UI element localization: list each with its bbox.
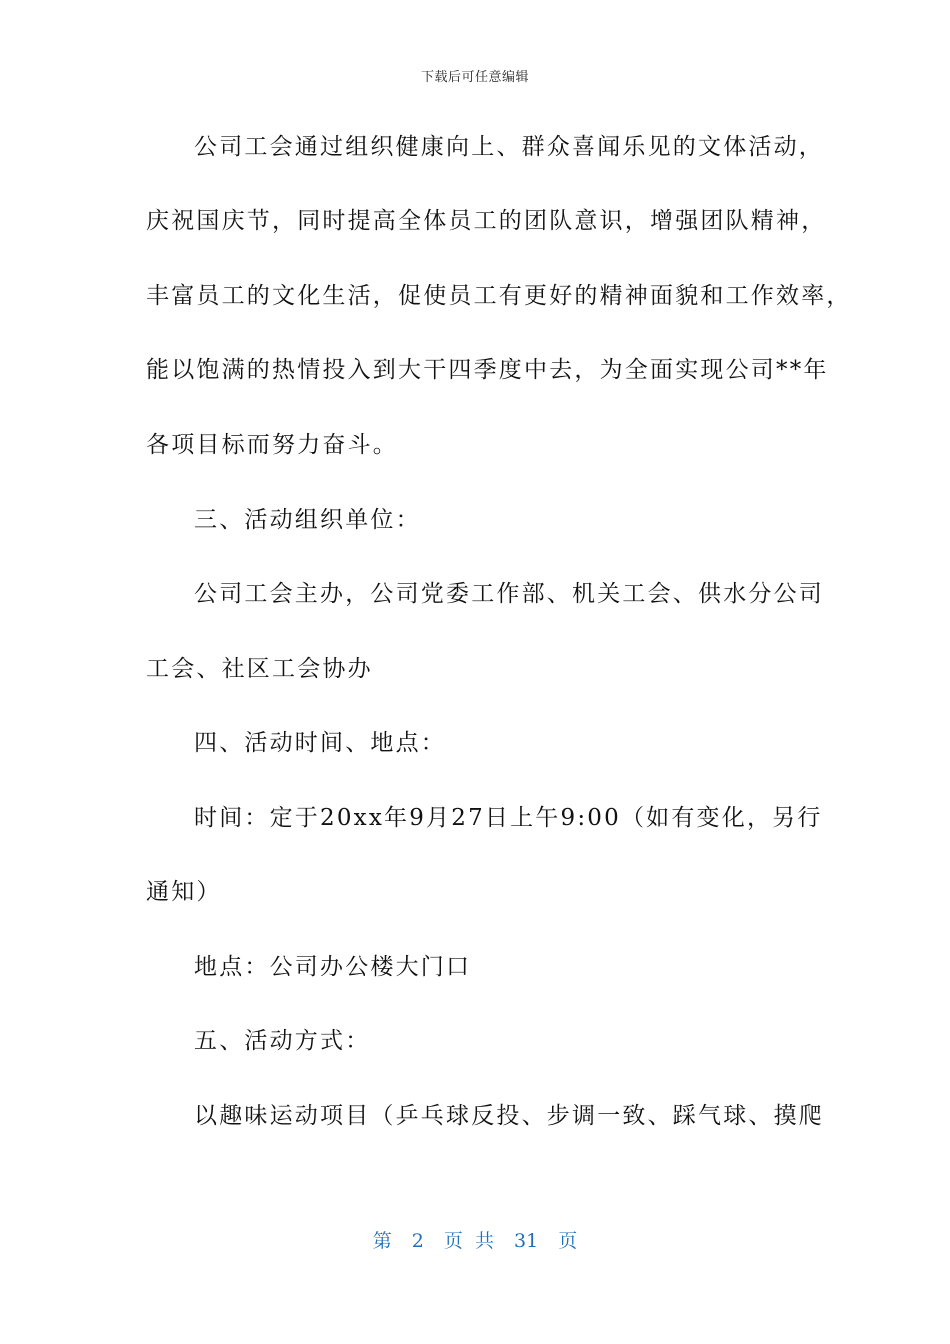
- section-heading: 五、活动方式：: [194, 1028, 371, 1054]
- footer-total-pages: 31: [514, 1230, 539, 1252]
- body-line: 以趣味运动项目（乒乓球反投、步调一致、踩气球、摸爬: [194, 1103, 824, 1129]
- body-line: 庆祝国庆节，同时提高全体员工的团队意识，增强团队精神，: [146, 208, 827, 234]
- body-line: 各项目标而努力奋斗。: [146, 432, 398, 458]
- body-line: 工会、社区工会协办: [146, 656, 373, 682]
- body-line: 通知）: [146, 879, 222, 905]
- footer-prefix: 第: [372, 1230, 392, 1252]
- footer-middle: 页 共: [443, 1230, 494, 1252]
- body-line: 能以饱满的热情投入到大干四季度中去，为全面实现公司**年: [146, 357, 829, 383]
- body-line: 公司工会主办，公司党委工作部、机关工会、供水分公司: [194, 581, 824, 607]
- section-heading: 四、活动时间、地点：: [194, 730, 446, 756]
- body-line: 公司工会通过组织健康向上、群众喜闻乐见的文体活动，: [194, 134, 824, 160]
- body-line: 丰富员工的文化生活，促使员工有更好的精神面貌和工作效率，: [146, 283, 852, 309]
- body-line: 地点：公司办公楼大门口: [194, 954, 472, 980]
- footer-suffix: 页: [558, 1230, 578, 1252]
- footer-page-number: 2: [411, 1230, 424, 1252]
- body-line: 时间：定于20xx年9月27日上午9:00（如有变化，另行: [194, 805, 823, 831]
- page-footer: [0, 1226, 950, 1253]
- header-note: 下载后可任意编辑: [420, 70, 529, 85]
- section-heading: 三、活动组织单位：: [194, 507, 421, 533]
